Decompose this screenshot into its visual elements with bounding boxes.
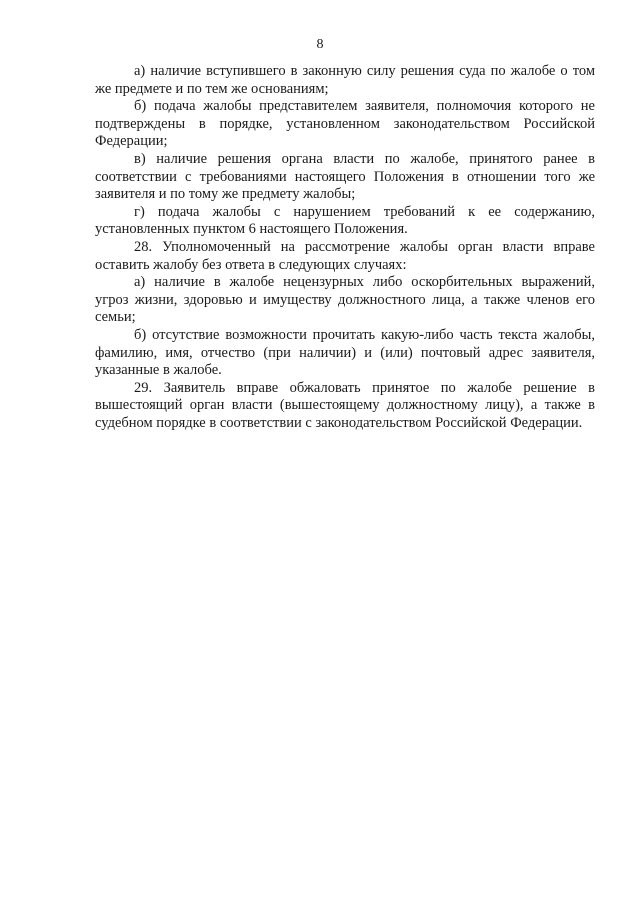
paragraph-29: 29. Заявитель вправе обжаловать принятое по жалобе решение в вышестоящий орган власти (вышестоящему должностному лицу), а также в судебном порядке в соответствии с законодательством Российской Федерации.	[95, 379, 595, 431]
paragraph-27a: а) наличие вступившего в законную силу решения суда по жалобе о том же предмете и по тем же основаниям;	[95, 63, 595, 97]
paragraph-28b: б) отсутствие возможности прочитать какую-либо часть текста жалобы, фамилию, имя, отчество (при наличии) и (или) почтовый адрес заявителя, указанные в жалобе.	[95, 326, 595, 379]
paragraph-27b: б) подача жалобы представителем заявителя, полномочия которого не подтверждены в порядке, установленном законодательством Российской Федерации;	[95, 98, 595, 150]
paragraph-28a: а) наличие в жалобе нецензурных либо оскорбительных выражений, угроз жизни, здоровью и имуществу должностного лица, а также членов его семьи;	[95, 274, 595, 326]
paragraph-27g: г) подача жалобы с нарушением требований к ее содержанию, установленных пунктом 6 настоящего Положения.	[95, 203, 595, 238]
document-body	[95, 63, 595, 432]
page-number: 8	[316, 37, 324, 52]
paragraph-27v: в) наличие решения органа власти по жалобе, принятого ранее в соответствии с требованиями настоящего Положения в отношении того же заявителя и по тому же предмету жалобы;	[95, 150, 595, 203]
paragraph-28: 28. Уполномоченный на рассмотрение жалобы орган власти вправе оставить жалобу без ответа в следующих случаях:	[95, 238, 595, 273]
